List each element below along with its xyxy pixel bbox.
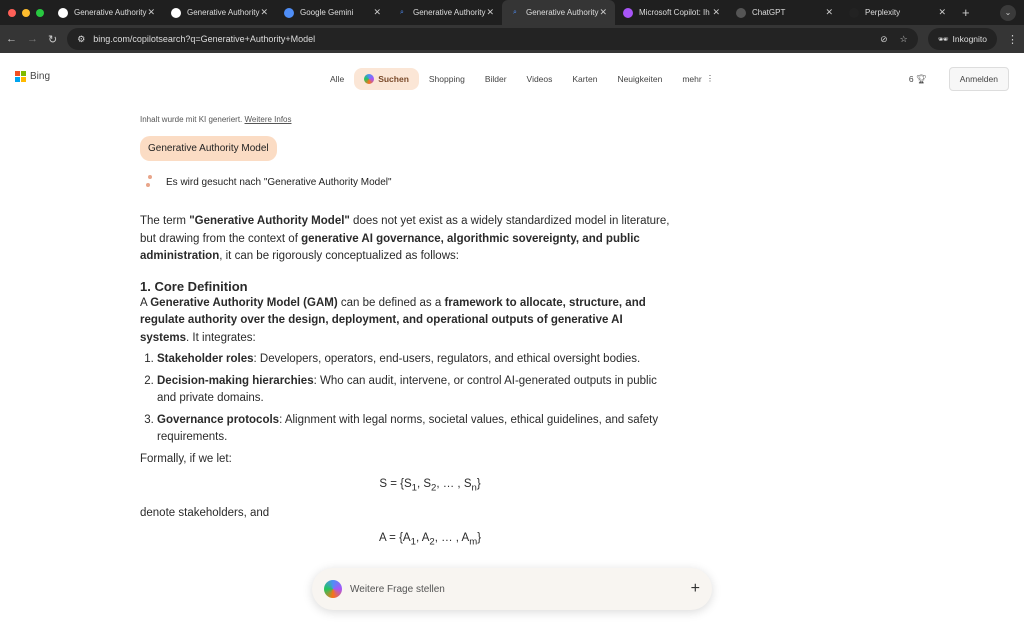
nav-tab-karten[interactable] [562, 68, 607, 90]
google-icon [58, 8, 68, 18]
close-tab-icon[interactable]: ✕ [147, 7, 155, 17]
browser-tab[interactable] [163, 0, 276, 25]
back-icon[interactable]: ← [6, 33, 17, 45]
nav-label: Neuigkeiten [617, 73, 663, 84]
m: , … , S [436, 478, 472, 490]
math-stakeholders [140, 476, 670, 497]
text: does not yet exist as a widely standardized model in literature, but drawing from the context of [140, 215, 670, 245]
disclaimer-text: Inhalt wurde mit KI generiert. [140, 115, 243, 124]
followup-input-box[interactable] [312, 568, 712, 610]
text: The term [140, 215, 190, 227]
copilot-icon [623, 8, 633, 18]
perplexity-icon [849, 8, 859, 18]
incognito-badge[interactable] [928, 28, 997, 50]
m: 1 [410, 536, 416, 548]
rewards[interactable] [909, 74, 927, 85]
maximize-window-button[interactable] [36, 9, 44, 17]
nav-tab-suchen[interactable] [354, 68, 419, 90]
nav-label: Karten [572, 73, 598, 84]
google-icon [171, 8, 181, 18]
nav-label: Alle [330, 73, 345, 84]
bold-text: Generative Authority Model (GAM) [150, 296, 338, 309]
nav-label: Shopping [428, 73, 465, 84]
search-nav [320, 67, 724, 90]
browser-toolbar [0, 25, 1024, 53]
minimize-window-button[interactable] [22, 9, 30, 17]
browser-tab[interactable] [276, 0, 389, 25]
text: can be defined as a [337, 296, 445, 309]
tab-title: Generative Authority [187, 8, 260, 17]
eye-off-icon[interactable]: ⊘ [880, 33, 888, 44]
bing-search-icon: ⌕ [513, 8, 517, 16]
close-tab-icon[interactable]: ✕ [825, 7, 833, 17]
formal-intro: Formally, if we let: [140, 452, 232, 465]
list-term: Governance protocols [157, 413, 280, 426]
chatgpt-icon [736, 8, 746, 18]
tab-search-chevron-icon[interactable]: ⌄ [1000, 5, 1016, 21]
browser-tab[interactable] [502, 0, 615, 25]
browser-tab[interactable] [841, 0, 954, 25]
nav-tab-bilder[interactable] [475, 68, 517, 90]
tab-title: Google Gemini [300, 8, 354, 17]
reload-icon[interactable]: ↻ [48, 33, 58, 46]
close-tab-icon[interactable]: ✕ [938, 7, 946, 17]
browser-tab[interactable] [728, 0, 841, 25]
m: 1 [411, 482, 417, 494]
m: m [469, 536, 478, 548]
m: A = {A [378, 532, 411, 545]
query-bubble: Generative Authority Model [140, 136, 277, 161]
m: 2 [429, 536, 435, 548]
nav-tab-shopping[interactable] [419, 68, 475, 90]
nav-label: Suchen [378, 73, 409, 84]
list-text: : Alignment with legal norms, societal values, ethical guidelines, and safety requirements. [157, 413, 659, 443]
new-tab-button[interactable]: + [962, 5, 970, 20]
tab-title: Generative Authority [74, 8, 147, 17]
stakeholder-text: denote stakeholders, and [140, 506, 270, 519]
forward-icon[interactable]: → [27, 33, 38, 45]
close-window-button[interactable] [8, 9, 16, 17]
site-settings-icon[interactable]: ⚙ [77, 33, 86, 44]
tab-title: Generative Authority [413, 8, 486, 17]
m: , … , A [434, 532, 470, 545]
incognito-label: Inkognito [952, 34, 987, 44]
window-controls [0, 9, 50, 17]
list-item [157, 373, 670, 408]
rewards-count: 6 [908, 73, 914, 84]
copilot-icon [324, 580, 342, 598]
search-status [146, 175, 670, 189]
nav-label: Videos [526, 73, 553, 84]
nav-tab-mehr[interactable] [672, 67, 724, 90]
close-tab-icon[interactable]: ✕ [260, 7, 268, 17]
nav-label: mehr [682, 73, 702, 84]
nav-tab-neuigkeiten[interactable] [607, 68, 672, 90]
close-tab-icon[interactable]: ✕ [712, 7, 720, 17]
copilot-icon [364, 74, 374, 84]
logo-text: Bing [30, 71, 51, 82]
m: n [471, 482, 477, 494]
answer-panel [140, 115, 670, 559]
bold-text: "Generative Authority Model" [189, 215, 350, 227]
intro-paragraph [140, 213, 670, 266]
m: S = {S [379, 478, 412, 490]
answer-text [140, 213, 670, 551]
bold-text: framework to allocate, structure, and regulate authority over the design, deployment, and operational outputs of generative AI systems [140, 296, 646, 344]
tab-title: Microsoft Copilot: Ih [639, 8, 710, 17]
list-text: : Developers, operators, end-users, regulators, and ethical oversight bodies. [253, 353, 641, 365]
math-authorities [140, 530, 670, 551]
nav-tab-alle[interactable] [320, 68, 354, 90]
nav-label: Bilder [484, 73, 507, 84]
microsoft-logo-icon [15, 71, 26, 82]
list-text: : Who can audit, intervene, or control AI-generated outputs in public and private domains. [157, 374, 657, 404]
rewards-trophy-icon: 🏆︎ [915, 73, 927, 84]
m: } [477, 532, 482, 545]
section-heading: 1. Core Definition [140, 278, 248, 294]
list-term: Stakeholder roles [157, 353, 254, 365]
integration-list [157, 351, 670, 447]
text: . It integrates: [186, 331, 256, 344]
bookmark-star-icon[interactable]: ☆ [899, 33, 908, 44]
close-tab-icon[interactable]: ✕ [373, 7, 381, 17]
signin-button[interactable]: Anmelden [949, 67, 1009, 91]
close-tab-icon[interactable]: ✕ [486, 7, 494, 17]
url-text[interactable]: bing.com/copilotsearch?q=Generative+Authority+Model [93, 34, 316, 44]
m: , A [415, 532, 430, 545]
address-bar[interactable] [67, 28, 917, 50]
list-item [157, 351, 670, 369]
followup-input[interactable]: Weitere Frage stellen [350, 583, 445, 595]
definition-paragraph [140, 295, 670, 348]
more-info-link[interactable]: Weitere Infos [244, 115, 292, 124]
browser-tab[interactable] [615, 0, 728, 25]
list-term: Decision-making hierarchies [157, 374, 314, 387]
browser-tab[interactable] [50, 0, 163, 25]
bold-text: generative AI governance, algorithmic sovereignty, and public administration [140, 232, 640, 262]
m: 2 [431, 482, 437, 494]
tab-title: ChatGPT [752, 8, 786, 17]
text: , it can be rigorously conceptualized as follows: [219, 250, 459, 262]
list-item [157, 412, 670, 447]
tab-title: Generative Authority [526, 8, 599, 17]
nav-tab-videos[interactable] [517, 68, 563, 90]
add-button[interactable]: + [690, 580, 700, 597]
browser-tab[interactable] [389, 0, 502, 25]
bing-logo[interactable] [15, 71, 50, 82]
menu-icon[interactable]: ⋮ [1007, 33, 1018, 46]
search-status-text: Es wird gesucht nach "Generative Authority Model" [166, 176, 392, 188]
m: } [476, 478, 481, 490]
loading-dots-icon [146, 175, 152, 189]
ai-disclaimer [140, 115, 670, 124]
tab-title: Perplexity [865, 8, 901, 17]
text: A [140, 296, 151, 309]
bing-header [0, 53, 1024, 101]
close-tab-icon[interactable]: ✕ [599, 7, 607, 17]
gemini-icon [284, 8, 294, 18]
incognito-icon: 🕶 [937, 33, 949, 44]
m: , S [416, 478, 432, 490]
bing-search-icon: ⌕ [400, 8, 404, 16]
tab-bar [0, 0, 1024, 25]
more-icon: ⋮ [705, 73, 715, 83]
